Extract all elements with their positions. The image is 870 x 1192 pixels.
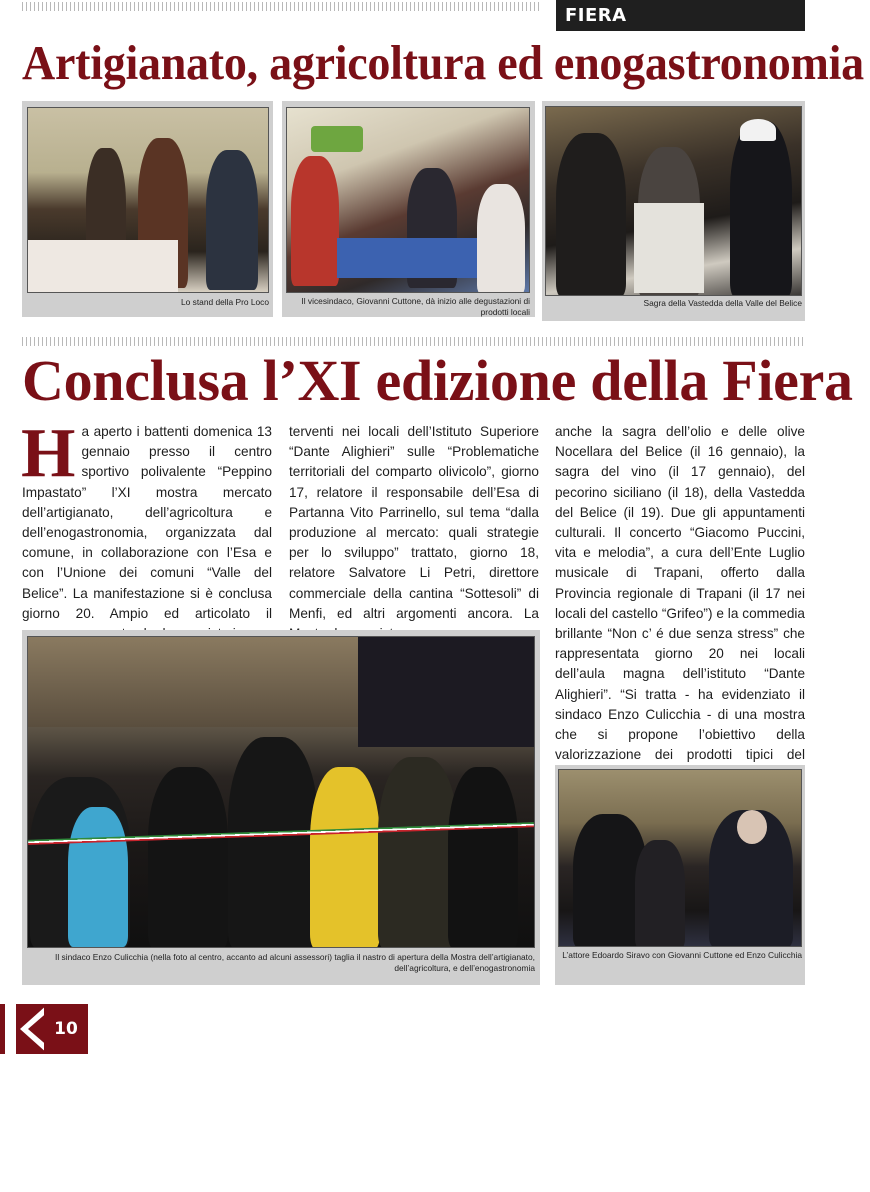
photo-card-degustazioni [282,101,535,317]
article-column-3 [555,422,805,806]
page-number: 10 [44,1004,88,1054]
headline-top: Artigianato, agricoltura ed enogastronomia [22,35,864,90]
photo-card-siravo [555,765,805,985]
photo-card-vastedda [542,101,805,321]
photo-siravo-handshake [558,769,802,947]
page-badge [0,1004,88,1054]
drop-cap: H [21,415,76,492]
article-text: a aperto i battenti domenica 13 gennaio presso il centro sportivo polivalente “Peppino Impastato” l’XI mostra mercato dell’artigianato, dell’agricoltura e dell’enogastronomia, organizzata dal comune, in collaborazione con l’Esa e con l’Unione dei comuni “Valle del Belice”. La manifestazione si è conclusa giorno 20. Ampio ed articolato il [22,424,272,621]
magazine-logo-k [0,1004,50,1054]
photo-ribbon-cutting [27,636,535,948]
photo-sagra-vastedda [545,106,802,296]
photo-caption: Il sindaco Enzo Culicchia (nella foto al centro, accanto ad alcuni assessori) taglia il nastro di apertura della Mostra dell’artigianato, dell’agricoltura, e dell’enogastronomia [55,952,535,973]
photo-caption: L’attore Edoardo Siravo con Giovanni Cuttone ed Enzo Culicchia [562,950,802,960]
photo-card-pro-loco [22,101,273,317]
article-text: anche la sagra dell’olio e delle olive Nocellara del Belice (il 16 gennaio), la sagra del vino (il 17 gennaio), del pecorino siciliano (il 18), della Vastedda del Belice (il 19). Due gli appuntamenti culturali. Il concerto “Giacomo Puccini, vita e melodia”, a cura dell’Ente Luglio musicale di Trapani, offerto dalla Provincia regionale di Trapani (il 17 nei locali del castello “Grifeo”) e la commedia brillante “Non c’ é due senza stress” che rappresentata giorno 20 nei locali dell’aula magna dell’istituto “Dante Alighieri”. “Si tratta - ha evidenziato il sindaco Enzo Culicchia - di una mostra che si propone l’obiettivo della valorizzazione dei prodotti tipici del [555,424,805,763]
article-headline: Conclusa l’XI edizione della Fiera [22,348,853,413]
photo-caption: Il vicesindaco, Giovanni Cuttone, dà inizio alle degustazioni di prodotti locali [301,296,530,317]
photo-caption: Lo stand della Pro Loco [181,297,269,307]
photo-pro-loco-stand [27,107,269,293]
article-column-1 [21,415,272,644]
article-column-2 [289,422,539,644]
section-label: FIERA [556,0,805,31]
decorative-dash-rule [22,2,540,11]
decorative-dash-rule [22,337,805,346]
article-text: terventi nei locali dell’Istituto Superiore “Dante Alighieri” sulle “Problematiche territoriali del comparto olivicolo”, giorno 17, relatore il responsabile dell’Esa di Partanna Vito Parrinello, sul tema “dalla produzione al mercato: quali strategie per lo sviluppo” trattato, giorno 18, relatore Salvatore Li Petri, direttore commerciale della cantina “Sottesoli” di Menfi, ed altri argomenti ancora. La [289,424,539,621]
photo-caption: Sagra della Vastedda della Valle del Belice [643,298,802,308]
photo-degustazioni [286,107,530,293]
photo-card-ribbon-cutting [22,630,540,985]
